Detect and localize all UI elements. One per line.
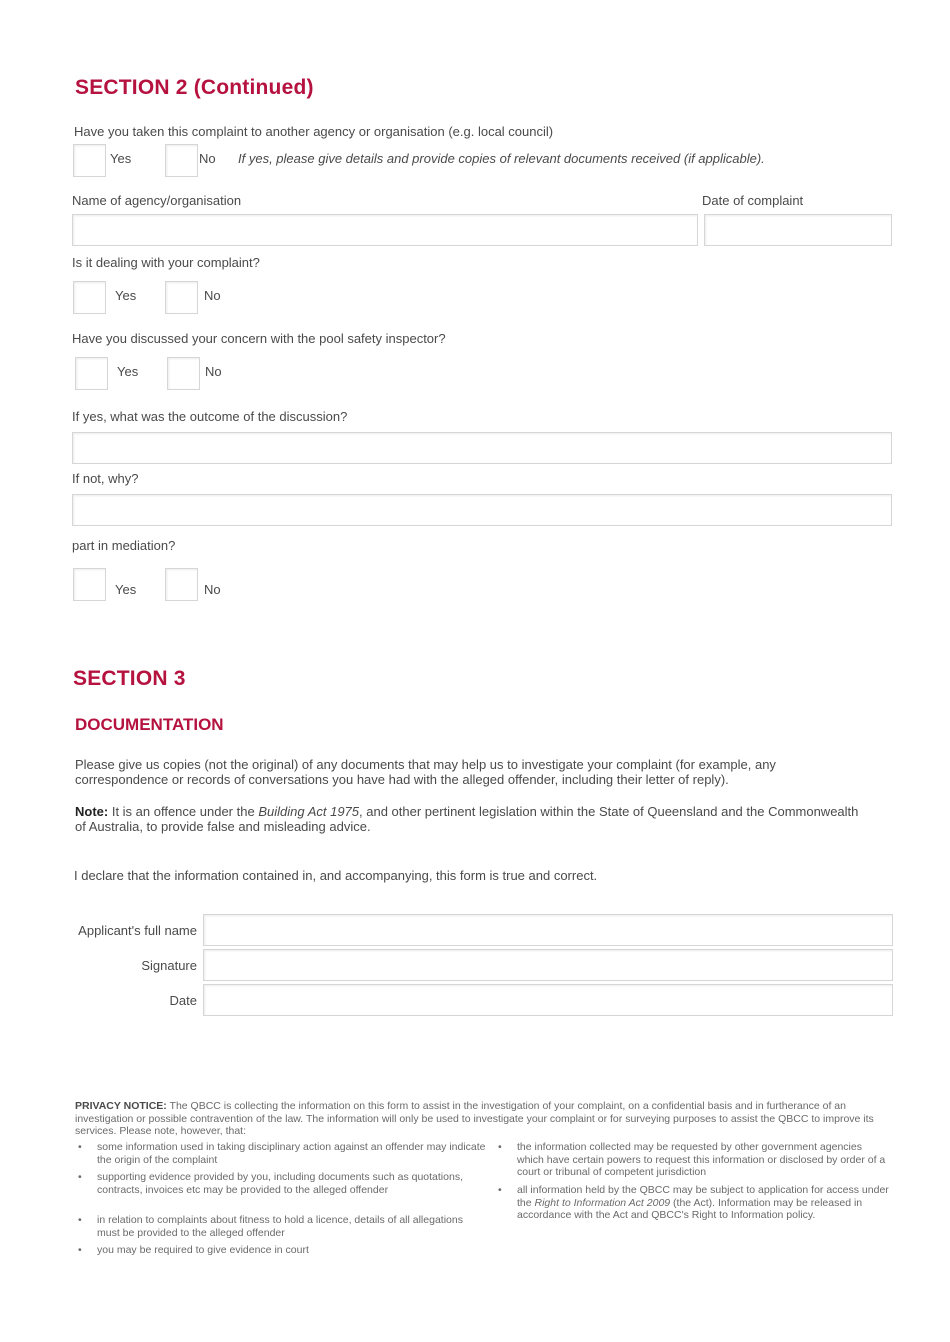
- privacy-label: PRIVACY NOTICE:: [75, 1100, 167, 1112]
- date-label: Date: [169, 993, 197, 1008]
- agency-name-input[interactable]: [72, 214, 698, 246]
- dealing-yes-checkbox[interactable]: [73, 281, 106, 314]
- documentation-heading: DOCUMENTATION: [75, 715, 224, 734]
- applicant-name-input[interactable]: [203, 914, 893, 946]
- declaration-text: I declare that the information contained in, and accompanying, this form is true and correct.: [74, 868, 598, 883]
- privacy-notice: [75, 1100, 890, 1138]
- why-input[interactable]: [72, 494, 892, 526]
- question-dealing: Is it dealing with your complaint?: [72, 255, 260, 270]
- question-other-agency: Have you taken this complaint to another agency or organisation (e.g. local council): [74, 124, 554, 139]
- mediation-yes-label: Yes: [115, 582, 137, 597]
- outcome-input[interactable]: [72, 432, 892, 464]
- other-agency-no-checkbox[interactable]: [165, 144, 198, 177]
- question-discussed: Have you discussed your concern with the pool safety inspector?: [72, 331, 446, 346]
- note-paragraph: [75, 804, 865, 834]
- privacy-left-bullet-1: • some information used in taking disciplinary action against an offender may indicate the origin of the complaint: [97, 1141, 492, 1166]
- dealing-no-label: No: [204, 288, 221, 303]
- note-text-pre: It is an offence under the: [108, 804, 259, 819]
- privacy-left-bullet-4: • you may be required to give evidence in court: [97, 1244, 477, 1257]
- signature-input[interactable]: [203, 949, 893, 981]
- mediation-no-checkbox[interactable]: [165, 568, 198, 601]
- complaint-date-input[interactable]: [704, 214, 892, 246]
- if-yes-note: If yes, please give details and provide copies of relevant documents received (if applicable).: [238, 151, 765, 166]
- privacy-right-bullet-2-act: Right to Information Act 2009: [534, 1196, 671, 1209]
- signature-label: Signature: [141, 958, 197, 973]
- privacy-intro: The QBCC is collecting the information on this form to assist in the investigation of your complaint, on a confidential basis and in furtherance of an investigation or possible contravention of the law. The information will only be used to investigate your complaint or for surveying purposes to assist the QBCC to improve its services. Please note, however, that:: [75, 1100, 874, 1137]
- complaint-date-label: Date of complaint: [702, 193, 804, 208]
- dealing-yes-label: Yes: [115, 288, 137, 303]
- date-input[interactable]: [203, 984, 893, 1016]
- section-3-title: SECTION 3: [73, 667, 186, 690]
- question-outcome: If yes, what was the outcome of the discussion?: [72, 409, 348, 424]
- privacy-right-bullet-2-post: (the Act). Information may be released in accordance with the Act and QBCC's Right to Information policy.: [517, 1196, 863, 1221]
- question-why: If not, why?: [72, 471, 139, 486]
- other-agency-no-label: No: [199, 151, 216, 166]
- applicant-name-label: Applicant's full name: [78, 923, 197, 938]
- privacy-left-bullet-2: • supporting evidence provided by you, including documents such as quotations, contracts, invoices etc may be provided to the alleged offender: [97, 1171, 477, 1196]
- mediation-no-label: No: [204, 582, 221, 597]
- discussed-yes-checkbox[interactable]: [75, 357, 108, 390]
- privacy-left-bullet-3: • in relation to complaints about fitness to hold a licence, details of all allegations must be provided to the alleged offender: [97, 1214, 477, 1239]
- privacy-right-bullet-2-pre: all information held by the QBCC may be subject to application for access under the: [517, 1184, 889, 1209]
- other-agency-yes-checkbox[interactable]: [73, 144, 106, 177]
- discussed-yes-label: Yes: [117, 364, 139, 379]
- documentation-paragraph: Please give us copies (not the original) of any documents that may help us to investigate your complaint (for example, any correspondence or records of conversations you have had with the alleged offender, including their letter of reply).: [75, 757, 776, 787]
- discussed-no-checkbox[interactable]: [167, 357, 200, 390]
- other-agency-yes-label: Yes: [110, 151, 132, 166]
- note-text-post: , and other pertinent legislation within the State of Queensland and the Commonwealth of Australia, to provide false and misleading advice.: [75, 804, 859, 834]
- question-mediation: part in mediation?: [72, 538, 176, 553]
- mediation-yes-checkbox[interactable]: [73, 568, 106, 601]
- note-label: Note:: [75, 804, 109, 819]
- note-act: Building Act 1975: [258, 804, 360, 819]
- privacy-right-bullet-1: • the information collected may be requested by other government agencies which have certain powers to request this information or disclosed by order of a court or tribunal of competent jurisdiction: [517, 1141, 887, 1179]
- discussed-no-label: No: [205, 364, 222, 379]
- agency-name-label: Name of agency/organisation: [72, 193, 242, 208]
- dealing-no-checkbox[interactable]: [165, 281, 198, 314]
- section-2-title: SECTION 2 (Continued): [75, 76, 314, 99]
- privacy-right-bullet-2: [517, 1184, 892, 1222]
